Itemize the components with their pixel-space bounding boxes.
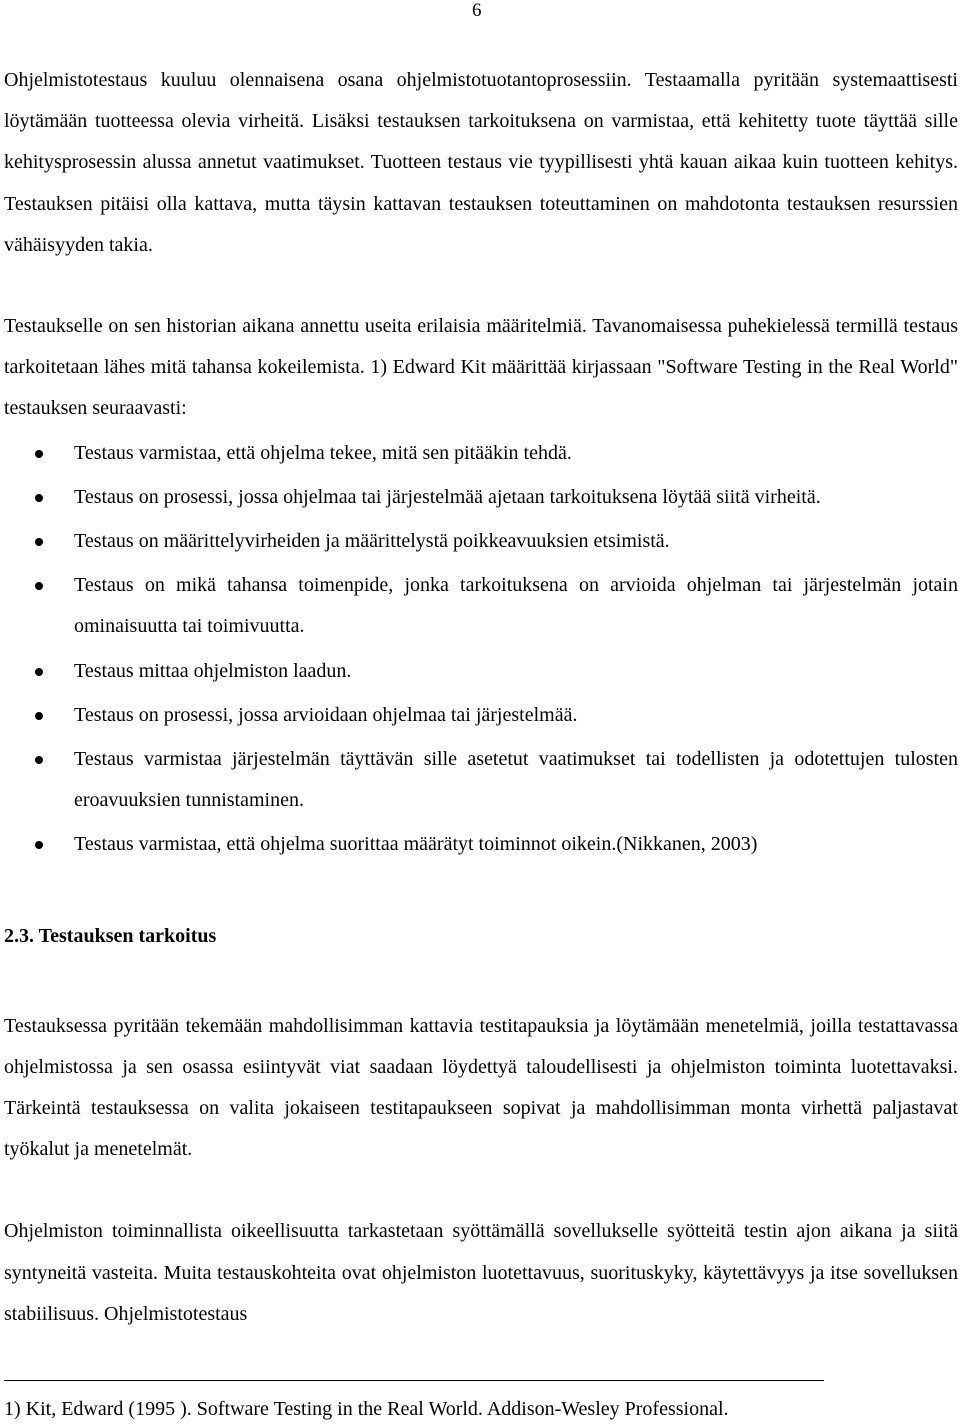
document-body (4, 60, 958, 1335)
list-item (4, 565, 958, 647)
list-item (4, 651, 958, 692)
bullet-icon (35, 841, 43, 849)
bullet-icon (35, 582, 43, 590)
bullet-icon (35, 712, 43, 720)
section-paragraph-1: Testauksessa pyritään tekemään mahdollisimman kattavia testitapauksia ja löytämään menetelmiä, joilla testattavassa ohjelmistossa ja sen osassa esiintyvät viat saadaan löydettyä taloudellisesti ja ohjelmiston toiminta luotettavaksi. Tärkeintä testauksessa on valita jokaiseen testitapaukseen sopivat ja mahdollisimman monta virhettä paljastavat työkalut ja menetelmät. (4, 1014, 958, 1161)
section-paragraph-2: Ohjelmiston toiminnallista oikeellisuutta tarkastetaan syöttämällä sovellukselle syötteitä testin ajon aikana ja siitä syntyneitä vasteita. Muita testauskohteita ovat ohjelmiston luotettavuus, suorituskyky, käytettävyys ja itse sovelluksen stabiilisuus. Ohjelmistotestaus (4, 1220, 958, 1325)
list-item (4, 433, 958, 474)
definition-list (4, 433, 958, 866)
footnote: 1) Kit, Edward (1995 ). Software Testing in the Real World. Addison-Wesley Professional. (4, 1398, 729, 1420)
list-item (4, 824, 958, 865)
bullet-icon (35, 756, 43, 764)
list-item-text: Testaus varmistaa, että ohjelma tekee, mitä sen pitääkin tehdä. (74, 441, 572, 464)
list-item-text: Testaus varmistaa järjestelmän täyttävän sille asetetut vaatimukset tai todellisten ja odotettujen tulosten eroavuuksien tunnistaminen. (74, 748, 958, 812)
intro-paragraph-1: Ohjelmistotestaus kuuluu olennaisena osana ohjelmistotuotantoprosessiin. Testaamalla pyritään systemaattisesti löytämään tuotteessa olevia virheitä. Lisäksi testauksen tarkoituksena on varmistaa, että kehitetty tuote täyttää sille kehitysprosessin alussa annetut vaatimukset. Tuotteen testaus vie tyypillisesti yhtä kauan aikaa kuin tuotteen kehitys. Testauksen pitäisi olla kattava, mutta täysin kattavan testauksen toteuttaminen on mahdotonta testauksen resurssien vähäisyyden takia. (4, 69, 958, 256)
section-heading: 2.3. Testauksen tarkoitus (4, 924, 217, 947)
footnote-divider (4, 1380, 824, 1381)
bullet-icon (35, 538, 43, 546)
list-item-text: Testaus on määrittelyvirheiden ja määrittelystä poikkeavuuksien etsimistä. (74, 530, 670, 553)
list-item-text: Testaus varmistaa, että ohjelma suorittaa määrätyt toiminnot oikein.(Nikkanen, 2003) (74, 833, 758, 856)
page-number: 6 (472, 0, 482, 21)
list-item (4, 739, 958, 821)
list-item-text: Testaus on prosessi, jossa arvioidaan ohjelmaa tai järjestelmää. (74, 703, 578, 726)
list-item-text: Testaus on prosessi, jossa ohjelmaa tai järjestelmää ajetaan tarkoituksena löytää siitä virheitä. (74, 485, 821, 508)
bullet-icon (35, 494, 43, 502)
bullet-icon (35, 450, 43, 458)
list-item-text: Testaus mittaa ohjelmiston laadun. (74, 659, 352, 682)
bullet-icon (35, 668, 43, 676)
list-item-text: Testaus on mikä tahansa toimenpide, jonka tarkoituksena on arvioida ohjelman tai järjestelmän jotain ominaisuutta tai toimivuutta. (74, 574, 958, 638)
intro-paragraph-2: Testaukselle on sen historian aikana annettu useita erilaisia määritelmiä. Tavanomaisessa puhekielessä termillä testaus tarkoitetaan lähes mitä tahansa kokeilemista. 1) Edward Kit määrittää kirjassaan "Software Testing in the Real World" testauksen seuraavasti: (4, 315, 958, 420)
list-item (4, 477, 958, 518)
list-item (4, 695, 958, 736)
list-item (4, 521, 958, 562)
